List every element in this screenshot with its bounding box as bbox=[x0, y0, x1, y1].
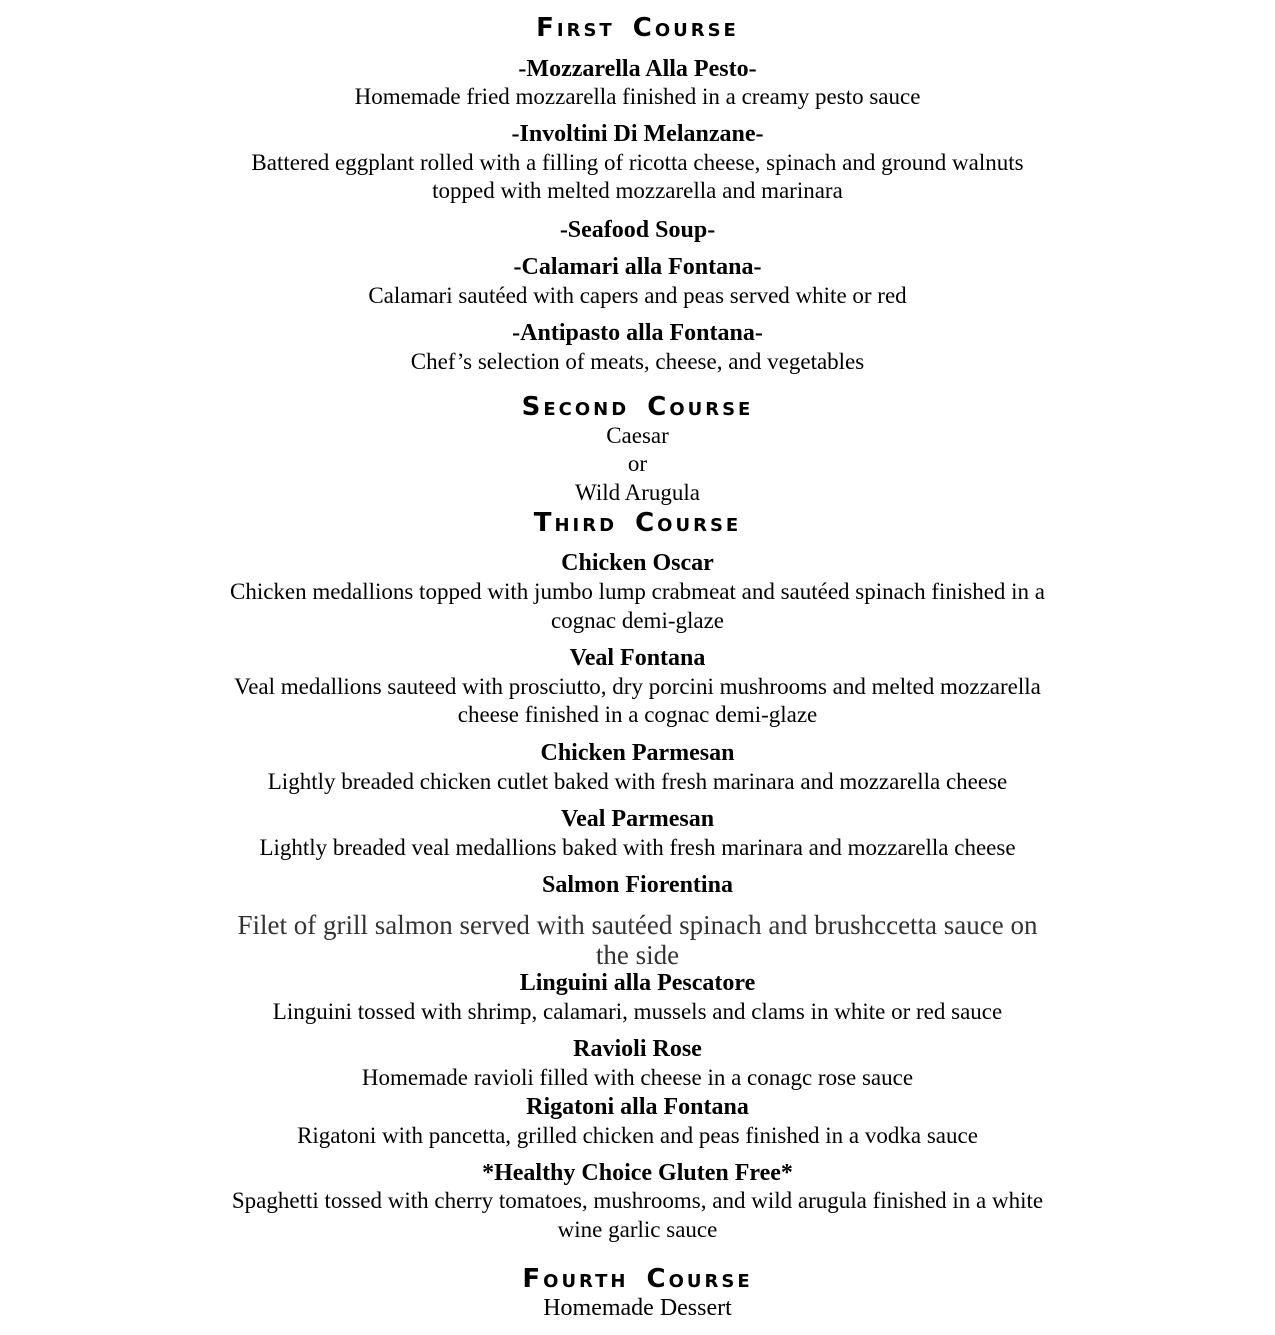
menu-item-description: Linguini tossed with shrimp, calamari, mussels and clams in white or red sauce bbox=[272, 999, 1003, 1024]
menu-item-name: Chicken Oscar bbox=[561, 550, 714, 576]
menu-item-name: -Calamari alla Fontana- bbox=[513, 254, 762, 280]
menu-item-name: -Involtini Di Melanzane- bbox=[511, 121, 764, 147]
fourth-course-heading: Fourth Course bbox=[522, 1264, 753, 1294]
course-option: Caesar bbox=[606, 423, 669, 448]
second-course-heading: Second Course bbox=[521, 392, 754, 422]
menu-item-description: Homemade ravioli filled with cheese in a conagc rose sauce bbox=[361, 1065, 914, 1090]
menu-item-description: cognac demi-glaze bbox=[550, 608, 725, 633]
menu-item-description: Calamari sautéed with capers and peas served white or red bbox=[368, 283, 907, 308]
course-option: Wild Arugula bbox=[575, 480, 700, 505]
menu-item-name: Veal Fontana bbox=[569, 645, 706, 671]
first-course-heading: First Course bbox=[536, 13, 739, 43]
menu-item-name: Linguini alla Pescatore bbox=[519, 970, 756, 996]
menu-item-description: Rigatoni with pancetta, grilled chicken and peas finished in a vodka sauce bbox=[297, 1123, 978, 1148]
menu-item-description: the side bbox=[595, 940, 680, 970]
menu-item-description: Veal medallions sauteed with prosciutto, dry porcini mushrooms and melted mozzarella bbox=[234, 674, 1041, 699]
menu-item-name: -Antipasto alla Fontana- bbox=[512, 320, 763, 346]
menu-item-name: Chicken Parmesan bbox=[540, 740, 735, 766]
menu-item-description: Spaghetti tossed with cherry tomatoes, mushrooms, and wild arugula finished in a white bbox=[231, 1188, 1044, 1213]
menu-item-description: topped with melted mozzarella and marinara bbox=[432, 178, 843, 203]
menu-item-name: Rigatoni alla Fontana bbox=[526, 1094, 749, 1120]
menu-item-description: wine garlic sauce bbox=[557, 1217, 718, 1242]
menu-item-description: Homemade fried mozzarella finished in a creamy pesto sauce bbox=[354, 84, 921, 109]
menu-item-description: Battered eggplant rolled with a filling of ricotta cheese, spinach and ground walnuts bbox=[251, 150, 1024, 175]
menu-item-name: Salmon Fiorentina bbox=[542, 872, 733, 898]
menu-item-description: Chef’s selection of meats, cheese, and vegetables bbox=[410, 349, 865, 374]
menu-item-description: Chicken medallions topped with jumbo lump crabmeat and sautéed spinach finished in a bbox=[229, 579, 1046, 604]
course-option: Homemade Dessert bbox=[543, 1295, 732, 1321]
menu-item-description: cheese finished in a cognac demi-glaze bbox=[457, 702, 818, 727]
menu-item-name: *Healthy Choice Gluten Free* bbox=[482, 1160, 793, 1186]
menu-item-description: Lightly breaded veal medallions baked with fresh marinara and mozzarella cheese bbox=[259, 835, 1016, 860]
menu-item-name: Veal Parmesan bbox=[560, 806, 715, 832]
course-option-separator: or bbox=[627, 451, 648, 476]
third-course-heading: Third Course bbox=[533, 508, 742, 538]
menu-item-description: Lightly breaded chicken cutlet baked with fresh marinara and mozzarella cheese bbox=[267, 769, 1008, 794]
menu-item-description: Filet of grill salmon served with sautéed spinach and brushccetta sauce on bbox=[237, 910, 1038, 940]
menu-item-name: -Seafood Soup- bbox=[559, 217, 716, 243]
menu-item-name: Ravioli Rose bbox=[573, 1036, 702, 1062]
menu-item-name: -Mozzarella Alla Pesto- bbox=[518, 56, 757, 82]
